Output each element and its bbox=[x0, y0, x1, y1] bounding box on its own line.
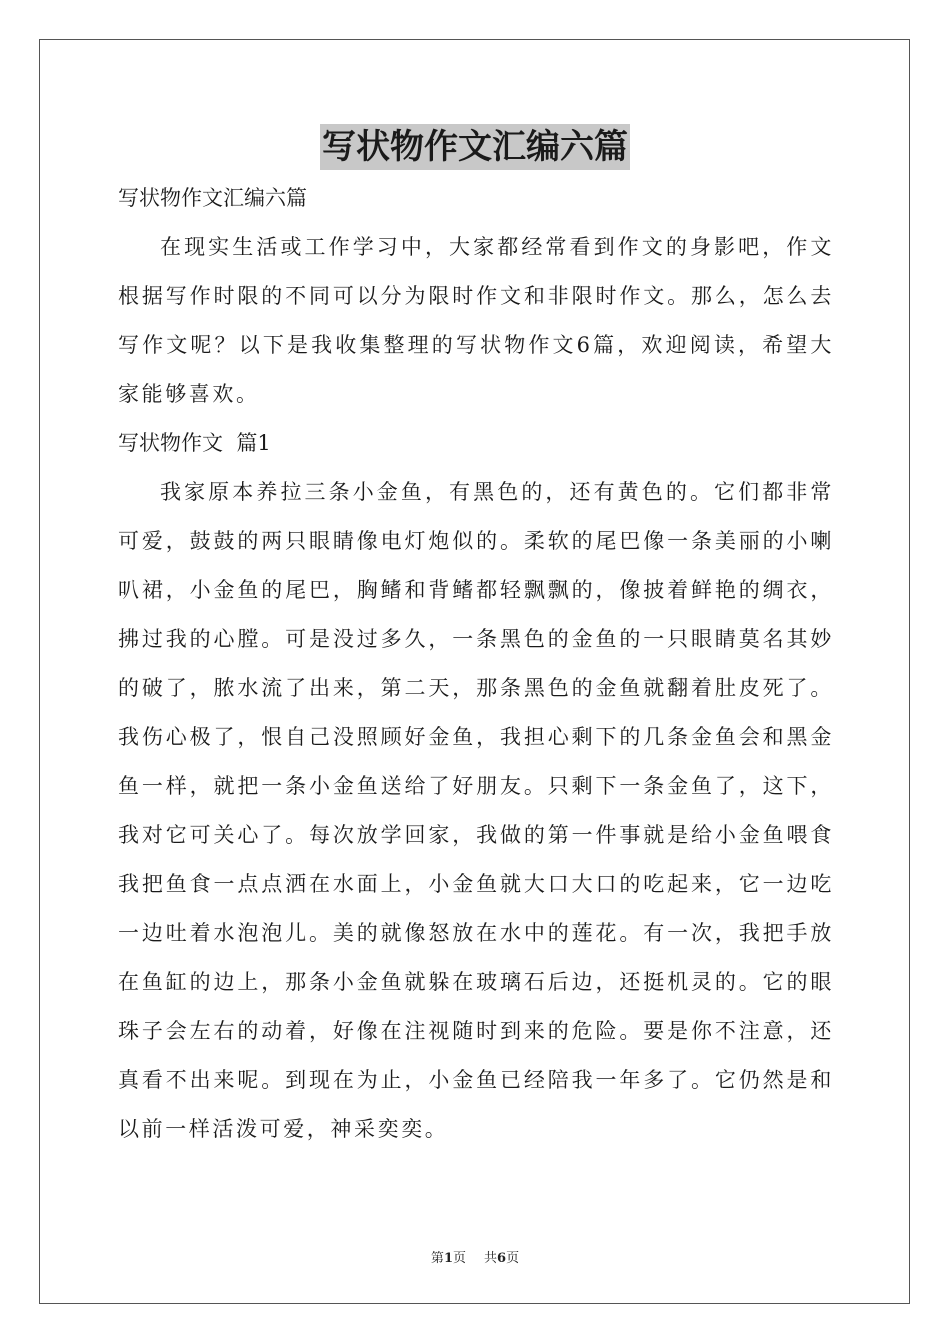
page-number: 1 bbox=[443, 1251, 453, 1266]
total-pages: 6 bbox=[497, 1251, 507, 1266]
document-body bbox=[118, 177, 834, 1154]
page-footer bbox=[0, 1247, 950, 1266]
section-heading: 写状物作文 篇1 bbox=[118, 431, 271, 455]
section-paragraph: 我家原本养拉三条小金鱼，有黑色的，还有黄色的。它们都非常可爱，鼓鼓的两只眼睛像电灯炮似的。柔软的尾巴像一条美丽的小喇叭裙，小金鱼的尾巴，胸鳍和背鳍都轻飘飘的，像披着鲜艳的绸衣，拂过我的心膛。可是没过多久，一条黑色的金鱼的一只眼睛莫名其妙的破了，脓水流了出来，第二天，那条黑色的金鱼就翻着肚皮死了。我伤心极了，恨自己没照顾好金鱼，我担心剩下的几条金鱼会和黑金鱼一样，就把一条小金鱼送给了好朋友。只剩下一条金鱼了，这下，我对它可关心了。每次放学回家，我做的第一件事就是给小金鱼喂食我把鱼食一点点洒在水面上，小金鱼就大口大口的吃起来，它一边吃一边吐着水泡泡儿。美的就像怒放在水中的莲花。有一次，我把手放在鱼缸的边上，那条小金鱼就躲在玻璃石后边，还挺机灵的。它的眼珠子会左右的动着，好像在注视随时到来的危险。要是你不注意，还真看不出来呢。到现在为止，小金鱼已经陪我一年多了。它仍然是和以前一样活泼可爱，神采奕奕。 bbox=[118, 480, 834, 1141]
page-label-prefix: 第 bbox=[430, 1251, 444, 1266]
page-label-suffix: 页 bbox=[452, 1251, 466, 1266]
subtitle-line: 写状物作文汇编六篇 bbox=[118, 186, 307, 210]
title-area bbox=[0, 124, 950, 170]
intro-paragraph: 在现实生活或工作学习中，大家都经常看到作文的身影吧，作文根据写作时限的不同可以分为限时作文和非限时作文。那么，怎么去写作文呢？以下是我收集整理的写状物作文6篇，欢迎阅读，希望大家能够喜欢。 bbox=[118, 235, 834, 406]
total-label-suffix: 页 bbox=[506, 1251, 520, 1266]
document-title: 写状物作文汇编六篇 bbox=[320, 124, 630, 170]
total-label-prefix: 共 bbox=[484, 1251, 498, 1266]
